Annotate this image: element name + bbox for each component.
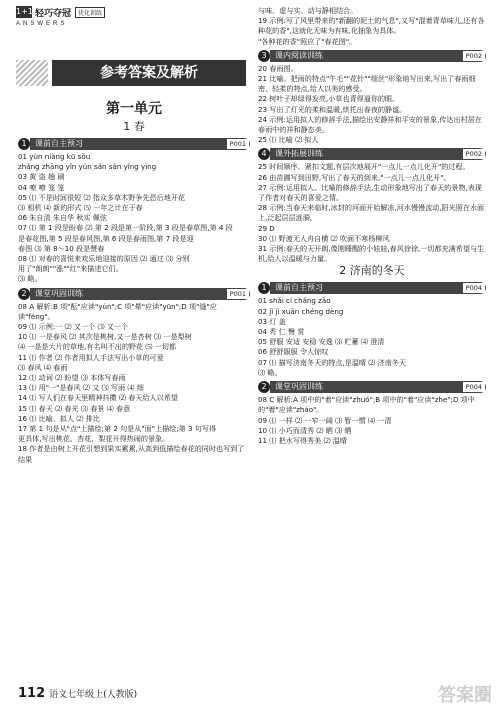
answer-line: 18 作者是由树上开花引想到果实累累,从高到低描绘春花的同时也写到了结果 bbox=[18, 444, 245, 464]
answer-line: 30 ⑴ 野渡无人舟自横 ⑵ 吹面不寒杨柳风 bbox=[258, 233, 390, 243]
answer-line: 09 ⑴ 一样 ⑵ 一窄一阔 ⑶ 暂一惯 ⑷ 一清 bbox=[258, 415, 392, 425]
section-page: P004 bbox=[462, 381, 486, 393]
section-header bbox=[258, 381, 486, 393]
section-number: 3 bbox=[258, 50, 270, 62]
section-number: 1 bbox=[18, 138, 30, 150]
answer-line: 更具体,写出桃花、杏花、梨花开得热闹的景象。 bbox=[18, 434, 170, 444]
section-title: 课外拓展训练 bbox=[270, 148, 462, 160]
section-number: 1 bbox=[258, 282, 270, 294]
answer-line: ⑷ 一是是大片的草地,有名叫不出的野花 ⑸ 一切都 bbox=[18, 342, 176, 352]
section-page: P002 bbox=[462, 148, 486, 160]
answer-line: 与味、虚与实、动与静相结合。 bbox=[258, 6, 358, 15]
answer-line: 03 黄 盗 趟 刷 bbox=[18, 172, 65, 182]
page-number: 112 bbox=[18, 686, 46, 701]
section-number: 2 bbox=[258, 381, 270, 393]
answer-line: 05 ⑴ 不是时间很短 ⑵ 指众多草木野争先恐后地开花 bbox=[18, 192, 186, 202]
watermark: 答案圈 bbox=[438, 685, 492, 706]
logo-mark: 1+1 bbox=[16, 7, 33, 16]
answer-block bbox=[258, 296, 486, 378]
answer-line: 19 示例:写了风里带来的"新翻的泥土的气息",又写"混着青草味儿,还有各种花的香",这就化无味为有味,化抽象为具体。 bbox=[258, 16, 485, 36]
answer-line: ⑶ 春风 ⑷ 春雨 bbox=[18, 362, 68, 372]
section-page: P004 bbox=[462, 282, 486, 294]
answer-line: 21 比喻。把雨的特点"牛毛""花针""细丝"形象地写出来,写出了春雨细密、轻柔的特点,给人以美的感受。 bbox=[258, 74, 476, 94]
answer-line: 23 写出了灯光的柔和温暖,烘托出春夜的静谧。 bbox=[258, 104, 407, 114]
brand-name: 轻巧夺冠 bbox=[35, 8, 72, 19]
answer-line: "各种花的香"照应了"春花图"。 bbox=[258, 36, 357, 46]
answer-line: 07 ⑴ 描写济南冬天的特点,是温晴 ⑵ 济南冬天 bbox=[258, 357, 406, 367]
section-header bbox=[258, 50, 486, 62]
answer-block bbox=[18, 152, 250, 285]
answer-line: 25 时间顺序。紧扣文题,有层次地展开"一点儿一点儿化开"的过程。 bbox=[258, 162, 470, 172]
header bbox=[16, 5, 246, 45]
answer-line: 12 ⑴ 动词 ⑵ 盼望 ⑶ 本体写春雨 bbox=[18, 373, 126, 383]
answer-line: 16 ⑴ 比喻、拟人 ⑵ 排比 bbox=[18, 413, 100, 423]
section-page: P001 bbox=[226, 288, 250, 300]
answer-line: 17 第 1 句是从"点"上描绘;第 2 句是从"面"上描绘;第 3 句写得 bbox=[18, 424, 217, 434]
right-column bbox=[258, 6, 486, 446]
section-number: 4 bbox=[258, 148, 270, 160]
answer-line: 14 ⑴ 写人们在春天里精神抖擞 ⑵ 春天给人以希望 bbox=[18, 393, 178, 403]
answer-line: 11 ⑴ 把水写得秀美 ⑵ 温晴 bbox=[258, 435, 347, 445]
answer-line: 07 ⑴ 第 1 段是盼春 ⑵ 第 2 段是第一阶段,第 3 段是春草图,第 4 段 bbox=[18, 223, 233, 233]
answer-block bbox=[258, 64, 486, 146]
answer-line: 08 A 解析:B 项"酝"应读"yùn";C 项"晕"应读"yūn";D 项"缝"应读"féng"。 bbox=[18, 301, 217, 321]
answer-line: 26 由苗圃写到田野,写出了春天的到来,"一点儿一点儿化开"。 bbox=[258, 172, 451, 182]
section-header bbox=[258, 282, 486, 294]
answer-line: 29 D bbox=[258, 223, 275, 233]
answer-line: 24 示例:运用拟人的修辞手法,描绘出安静祥和平安的景象,传达出村居在春雨中的祥和静态美。 bbox=[258, 114, 482, 135]
answer-line: 10 ⑴ 一是春风 ⑵ 其次是桃树,又一是杏树 ⑶ 一是梨树 bbox=[18, 332, 192, 342]
section-title: 课堂巩固训练 bbox=[30, 288, 226, 300]
section-header bbox=[18, 288, 250, 300]
answer-line: 02 jǐ jì xuān chéng dèng bbox=[258, 306, 344, 316]
section-page: P002 bbox=[462, 50, 486, 62]
answer-line: 28 示例:当春天来临时,冰封的河面开始解冻,河水慢慢流动,阳光照在水面上,泛起层层涟漪。 bbox=[258, 203, 485, 223]
section-title: 课内阅读训练 bbox=[270, 50, 462, 62]
answer-line: 31 示例:春天的天开朗,像刚睡醒的小娃娃,春风徐徐,一切都充满希望与生机,给人以温暖与力量。 bbox=[258, 244, 485, 264]
answer-line: zhǎng zhāng yǐn yǔn sǎn sàn yǐng yìng bbox=[18, 162, 157, 172]
answer-line: 04 秃 仁 臀 赏 bbox=[258, 327, 305, 337]
answer-line: 27 示例:运用拟人、比喻的修辞手法,生动形象地写出了春天的景物,表现了作者对春天的喜爱之情。 bbox=[258, 182, 482, 203]
left-column bbox=[18, 100, 250, 465]
answer-line: ⑶ 相机 ⑷ 新的形式 ⑸ 一年之计在于春 bbox=[18, 203, 143, 213]
answer-line: 10 ⑴ 小巧而清秀 ⑵ 晒 ⑶ 晒 bbox=[258, 425, 352, 435]
answer-line: 用了"朗朗""涨""红"来描述它们。 bbox=[18, 264, 123, 274]
brand-tag: 优化训练 bbox=[75, 7, 105, 18]
answer-line: 04 嘹 嘹 笼 笼 bbox=[18, 182, 65, 192]
answer-line: 03 灯 盖 bbox=[258, 316, 286, 326]
answer-line: 06 朱自清 朱自华 秋实 佩弦 bbox=[18, 213, 107, 223]
answer-line: 09 ⑴ 示例:一 ⑵ 又一个 ⑶ 又一个 bbox=[18, 322, 129, 332]
section-page: P001 bbox=[226, 138, 250, 150]
answers-word: ANSWERS bbox=[16, 21, 68, 27]
answer-line: 春图 ⑶ 第 8～10 段是赞春 bbox=[18, 243, 105, 253]
unit-title: 第一单元 bbox=[106, 101, 162, 117]
answer-line: 06 舒舒服服 令人惊叹 bbox=[258, 347, 329, 357]
lesson-title: 2 济南的冬天 bbox=[339, 264, 405, 278]
answer-block bbox=[258, 162, 486, 264]
answer-line: 是春花图,第 5 段是春风图,第 6 段是春雨图,第 7 段是迎 bbox=[18, 233, 194, 243]
section-title: 课前自主预习 bbox=[270, 282, 462, 294]
answer-line: 20 春雨图。 bbox=[258, 63, 298, 73]
answer-line: ⑶ 略。 bbox=[18, 274, 42, 284]
answer-line: 11 ⑴ 作者 ⑵ 作者用拟人手法写出小草的可爱 bbox=[18, 352, 164, 362]
answer-line: 15 ⑴ 春天 ⑵ 春光 ⑶ 春景 ⑷ 春意 bbox=[18, 403, 131, 413]
answer-line: 01 yùn niàng kū sǒu bbox=[18, 152, 91, 161]
answer-block bbox=[258, 395, 486, 446]
banner-stripe bbox=[16, 60, 48, 86]
section-title: 课前自主预习 bbox=[30, 138, 226, 150]
answer-line: 08 ⑴ 对春的喜悦来欢乐地迎接的原因 ⑵ 通过 ⑶ 分别 bbox=[18, 254, 190, 264]
answer-line: 08 C 解析:A 项中的"着"应读"zhuó";B 项中的"着"应读"zhe";D 项中的"着"应读"zháo"。 bbox=[258, 395, 475, 415]
section-title: 课堂巩固训练 bbox=[270, 381, 462, 393]
answer-line: 05 舒服 安适 安稳 安逸 ⑶ 贮蓄 ⑷ 澄清 bbox=[258, 337, 385, 347]
section-number: 2 bbox=[18, 288, 30, 300]
lesson-title: 1 春 bbox=[123, 120, 145, 133]
answer-line: 13 ⑴ 用"一"是春风 ⑵ 又 ⑶ 写雨 ⑷ 细 bbox=[18, 383, 144, 393]
book-title: 语文七年级上(人教版) bbox=[49, 690, 138, 700]
logo bbox=[16, 5, 246, 19]
section-header bbox=[18, 138, 250, 150]
answer-line: 01 shǎi cí chǎng zǎo bbox=[258, 296, 331, 306]
answer-line: 25 ⑴ 比喻 ⑵ 拟人 bbox=[258, 135, 319, 145]
answer-line: ⑶ 略。 bbox=[258, 367, 282, 377]
answer-block bbox=[18, 302, 250, 465]
footer bbox=[18, 686, 137, 701]
answer-block bbox=[258, 6, 486, 47]
banner-title: 参考答案及解析 bbox=[52, 60, 246, 86]
section-header bbox=[258, 148, 486, 160]
answer-line: 22 树叶子却绿得发亮,小草也青得逼你的眼。 bbox=[258, 94, 400, 104]
